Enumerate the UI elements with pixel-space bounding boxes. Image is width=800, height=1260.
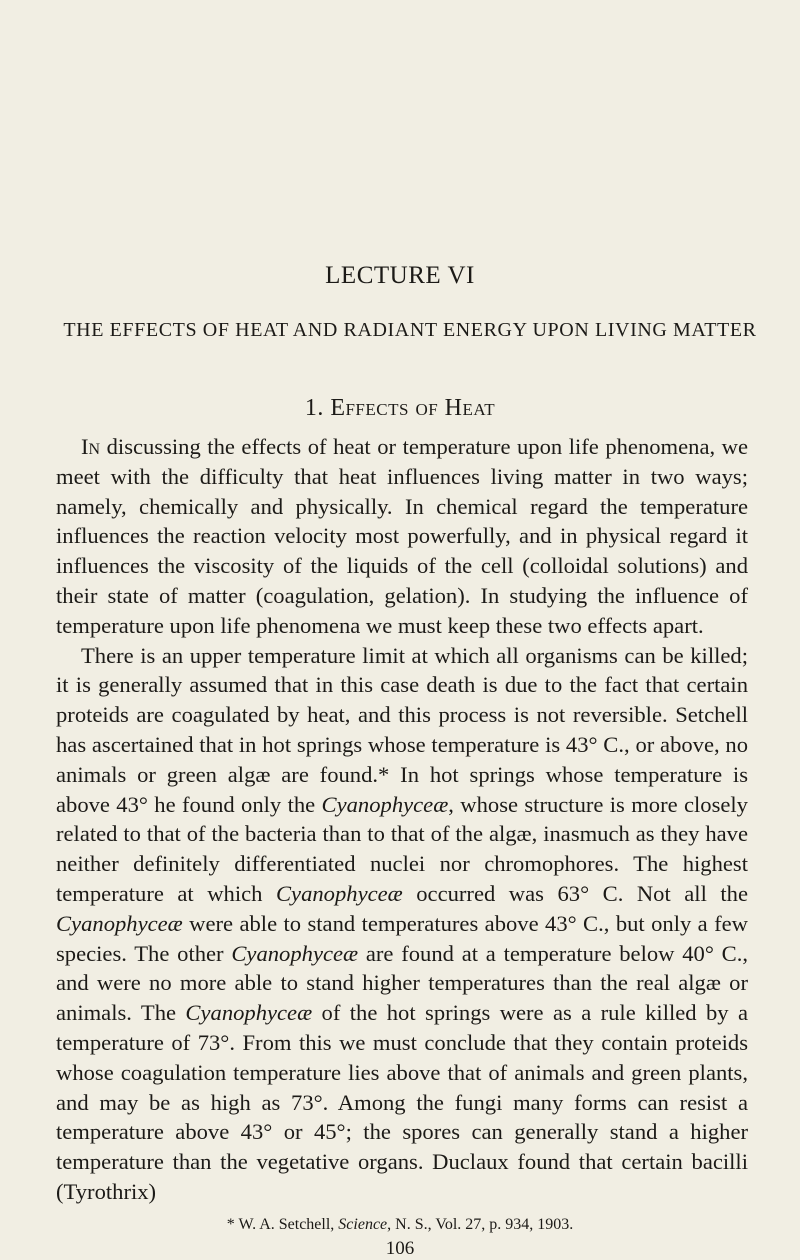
taxon-name: Cyanophyceæ (185, 1000, 313, 1026)
paragraph-lead-word: In (81, 434, 101, 459)
taxon-name: Cyanophyceæ (321, 791, 449, 817)
footnote-text: * W. A. Setchell, (226, 1216, 339, 1233)
paragraph-1-text: discussing the effects of heat or temperature upon life phenomena, we meet with the difficulty that heat influences living matter in two ways; namely, chemically and physically. In chemical regard the temperature influences the reaction velocity most powerfully, and in physical regard it influences the viscosity of the liquids of the cell (colloidal solutions) and their state of matter (coagulation, gelation). In studying the influence of temperature upon life phenomena we must keep these two effects apart. (56, 434, 748, 638)
footnote-text: , N. S., Vol. 27, p. 934, 1903. (387, 1216, 574, 1233)
paragraph-2-text: There is an upper temperature limit at which all organisms can be killed; it is generally assumed that in this case death is due to the fact that certain proteids are coagulated by heat, and this process is not reversible. Setchell has ascertained that in hot springs whose temperature is 43° C., or above, no animals or green algæ are found.* In hot springs whose temperature is above 43° he found only the (56, 642, 748, 817)
footnote-journal: Science (338, 1216, 388, 1233)
paragraph-2-text: occurred was 63° C. Not all the (402, 880, 748, 906)
lecture-heading: LECTURE VI (325, 262, 475, 289)
taxon-name: Cyanophyceæ (56, 910, 183, 936)
section-heading: 1. Effects of Heat (304, 395, 496, 421)
footnote (0, 1216, 800, 1234)
taxon-name: Cyanophyceæ (231, 940, 359, 966)
paragraph-2 (56, 641, 748, 1207)
body-text (56, 432, 748, 1207)
paragraph-1 (56, 432, 748, 641)
paragraph-2-text: , whose structure is more closely related to that of the bacteria than to that of the algæ, inasmuch as they have neither definitely differentiated nuclei nor chromophores. The highest temperature at which (56, 791, 748, 906)
taxon-name: Cyanophyceæ (275, 880, 403, 906)
paragraph-2-text: are found at a temperature below 40° C., and were no more able to stand higher temperatures than the real algæ or animals. The (56, 940, 748, 1026)
page-number: 106 (385, 1238, 415, 1259)
paragraph-2-text: of the hot springs were as a rule killed by a temperature of 73°. From this we must conclude that they contain proteids whose coagulation temperature lies above that of animals and green plants, and may be as high as 73°. Among the fungi many forms can resist a temperature above 43° or 45°; the spores can generally stand a higher temperature than the vegetative organs. Duclaux found that certain bacilli (Tyrothrix) (56, 1000, 748, 1204)
lecture-title: THE EFFECTS OF HEAT AND RADIANT ENERGY UPON LIVING MATTER (63, 319, 757, 341)
paragraph-2-text: were able to stand temperatures above 43° C., but only a few species. The other (56, 910, 748, 966)
